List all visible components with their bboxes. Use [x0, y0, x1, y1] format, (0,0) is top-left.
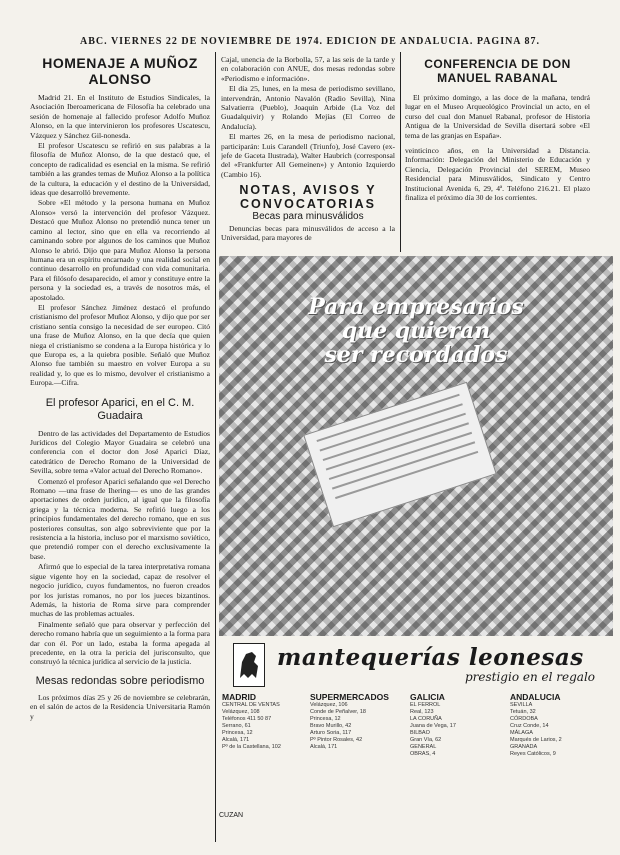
article-paragraph: Afirmó que lo especial de la tarea interpretativa romana sigue vigente hoy en la sociedad, capaz de resolver el negocio jurídico, cuyos fundamentos, no fueron creados por los juristas romanos, no por los jueces bizantinos. Además, la historia de Roma sirve para comprender muchas de las problemas actuales.: [30, 562, 210, 619]
advertisement-image: [219, 256, 613, 636]
article-paragraph: El profesor Sánchez Jiménez destacó el profundo cristianismo del profesor Muñoz Alonso, y dijo que por ser cristiano sentía consigo la necesidad de ser europeo. Citó una frase de Muñoz Alonso, en la que decía que quien niega el cristianismo se condena a la Europa histórica y lo que Europa es, a la quiebra posible. Señaló que Muñoz Alonso fue también su maestro en volver Europa a su realidad y, lo que es lo mismo, devolver el cristianismo a Europa.—Cifra.: [30, 302, 210, 388]
subheadline-becas: Becas para minusválidos: [252, 211, 364, 223]
article-paragraph: Madrid 21. En el Instituto de Estudios Sindicales, la Asociación Iberoamericana de Filosofía ha celebrado una sesión de homenaje al fallecido profesor Adolfo Muñoz Alonso, en la que intervinieron los profesores Uscatescu, Vázquez y Sánchez Gil-nonesda.: [30, 93, 210, 140]
brand-name: mantequerías leonesas: [277, 644, 584, 671]
directory-line: MÁLAGA: [510, 730, 533, 736]
directory-line: Conde de Peñalver, 18: [310, 709, 366, 715]
directory-line: Alcalá, 171: [222, 737, 250, 743]
directory-line: Princesa, 12: [222, 730, 253, 736]
directory-line: Serrano, 61: [222, 723, 251, 729]
lion-logo-icon: [233, 643, 265, 687]
directory-line: Pº Pintor Rosales, 42: [310, 737, 363, 743]
directory-line: Teléfonos 411 50 87: [222, 716, 272, 722]
directory-line: OBRAS, 4: [410, 751, 436, 757]
directory-line: GRANADA: [510, 744, 538, 750]
ad-agency-credit: CUZAN: [219, 812, 244, 819]
article-paragraph: Cajal, unencia de la Borbolla, 57, a las seis de la tarde y en colaboración con ANUE, dos mesas redondas sobre «Periodismo e información».: [221, 55, 395, 83]
directory-line: EL FERROL: [410, 702, 441, 708]
column-middle: [221, 55, 395, 255]
directory-line: Bravo Murillo, 42: [310, 723, 352, 729]
ad-slogan-line: que quieran: [341, 318, 491, 344]
directory-city: SUPERMERCADOS: [310, 692, 389, 702]
ad-slogan-line: Para empresarios: [308, 294, 524, 320]
directory-line: Cruz Conde, 14: [510, 723, 549, 729]
directory-line: CENTRAL DE VENTAS: [222, 702, 280, 708]
article-paragraph: El profesor Uscatescu se refirió en sus palabras a la filosofía de Muñoz Alonso, de la que destacó que, el concepto de radicalidad es esencial en la misma. Se refirió también a las grandes temas de Muñoz Alonso a la política de la cultura, la educación y el destino de la Universidad, ideas que desarrolló brevemente.: [30, 141, 210, 198]
store-directory-galicia: [410, 692, 500, 812]
article-paragraph: Denuncias becas para minusválidos de acceso a la Universidad, para mayores de: [221, 223, 395, 243]
directory-line: Tetuán, 32: [510, 709, 536, 715]
directory-line: Real, 123: [410, 709, 434, 715]
column-left: [30, 55, 210, 845]
ad-paper-illustration: [303, 382, 497, 527]
column-rule: [400, 52, 401, 252]
directory-line: Gran Vía, 62: [410, 737, 442, 743]
article-paragraph: Finalmente señaló que para observar y perfección del derecho romano habría que un seguimiento a la forma para dar con él. Por un lado, estaba la forma apegada al precedente, en la otra la pericia del jurisconsulto, que construyó la técnica jurídica al servicio de la justicia.: [30, 619, 210, 667]
store-directory-andalucia: [510, 692, 610, 812]
ad-brand-banner: [219, 640, 613, 690]
directory-line: Velázquez, 106: [310, 702, 348, 708]
column-right: [405, 55, 590, 255]
directory-line: Princesa, 12: [310, 716, 341, 722]
directory-city: GALICIA: [410, 692, 445, 702]
store-directory-madrid: [222, 692, 302, 812]
article-paragraph: El próximo domingo, a las doce de la mañana, tendrá lugar en el Museo Arqueológico Provincial un acto, en el curso del cual don Manuel Rabanal, profesor de Historia Antigua de la Universidad de Sevilla disertará sobre «El tema de las granjas en España».: [405, 93, 590, 140]
directory-line: LA CORUÑA: [410, 716, 442, 722]
headline-homenaje: HOMENAJE A MUÑOZ ALONSO: [42, 55, 198, 87]
headline-notas-avisos: NOTAS, AVISOS Y CONVOCATORIAS: [239, 183, 377, 212]
article-paragraph: Dentro de las actividades del Departamento de Estudios Jurídicos del Colegio Mayor Guadaira se celebró una conferencia con el doctor don José Aparici Díaz, catedrático de Derecho Romano de la Universidad de Sevilla, sobre tema «Valor actual del Derecho Romano».: [30, 428, 210, 476]
headline-aparici: El profesor Aparici, en el C. M. Guadaira: [45, 396, 195, 422]
directory-city: ANDALUCIA: [510, 692, 561, 702]
brand-tagline: prestigio en el regalo: [464, 670, 595, 684]
directory-line: Marqués de Larios, 2: [510, 737, 562, 743]
directory-city: MADRID: [222, 692, 256, 702]
article-paragraph: veinticinco años, en la Universidad a Distancia. Información: Delegación del Ministerio de Educación y Ciencia, Delegación Provincial del SEREM, Museo Residencial para Minusválidos, Sindicato y Centro Institucional Avenida 6, 29, 4ª. Teléfono 216.21. El plazo finaliza el próximo día 30 de los corrientes.: [405, 146, 590, 203]
article-paragraph: El día 25, lunes, en la mesa de periodismo sevillano, intervendrán, Antonio Navalón (Radio Sevilla), Nina Salvatierra (Pueblo), Joaquín Arbide (La Voz del Guadalquivir) y Rolando Mejías (El Correo de Andalucía).: [221, 84, 395, 131]
directory-line: GENERAL: [410, 744, 437, 750]
directory-line: SEVILLA: [510, 702, 533, 708]
headline-mesas-redondas: Mesas redondas sobre periodismo: [35, 674, 205, 687]
article-paragraph: Comenzó el profesor Aparici señalando que «el Derecho Romano —una frase de Ihering— es uno de las grandes aportaciones de orden jurídico, al igual que la filosofía griega y la técnica moderna. Se refirió luego a los principios fundamentales del derecho romano, que en sus posteriores consultas, son algo sobreviviente que por la resistencia a la historia, incluso por el marxismo soviético, que pretendió romper con el derecho exclusivamente la base.: [30, 476, 210, 561]
article-paragraph: El martes 26, en la mesa de periodismo nacional, participarán: Luis Carandell (Triunfo), José Cavero (ex-jefe de Gaceta Ilustrada), Walter Haubrich (corresponsal del «Frankfurter All Gemeinen») y Antonio Izquierdo (Cambio 16).: [221, 132, 395, 179]
store-directory-supermercados: [310, 692, 400, 812]
article-paragraph: Sobre «El método y la persona humana en Muñoz Alonso» versó la intervención del profesor Vázquez. Destacó que Muñoz Alonso no pretendió nunca tener un camino al lector, sino que en ella va recorriendo al caminando sobre por algunos de los caminos que Muñoz Alonso le abrió. Dijo que para Muñoz Alonso la persona humana era un espíritu encarnado y una realidad social en continuo desarrollo en profundidad con vida comunitaria. Para el filósofo desaparecido, el amor y constituye entre la persona y la sociedad es, a través de nosotros más, el apostolado.: [30, 198, 210, 302]
directory-line: Pº de la Castellana, 102: [222, 744, 281, 750]
directory-line: Alcalá, 171: [310, 744, 338, 750]
directory-line: CÓRDOBA: [510, 716, 538, 722]
directory-line: Juana de Vega, 17: [410, 723, 456, 729]
page-header: ABC. VIERNES 22 DE NOVIEMBRE DE 1974. EDICION DE ANDALUCIA. PAGINA 87.: [80, 36, 540, 47]
directory-line: Velázquez, 108: [222, 709, 260, 715]
ad-slogan-line: ser recordados: [324, 342, 508, 368]
article-paragraph: Los próximos días 25 y 26 de noviembre se celebrarán, en el salón de actos de la Residencia Universitaria Ramón y: [30, 692, 210, 721]
directory-line: BILBAO: [410, 730, 430, 736]
headline-conferencia-rabanal: CONFERENCIA DE DON MANUEL RABANAL: [424, 57, 571, 85]
column-rule: [215, 52, 216, 842]
directory-line: Arturo Soria, 117: [310, 730, 352, 736]
directory-line: Reyes Católicos, 9: [510, 751, 556, 757]
